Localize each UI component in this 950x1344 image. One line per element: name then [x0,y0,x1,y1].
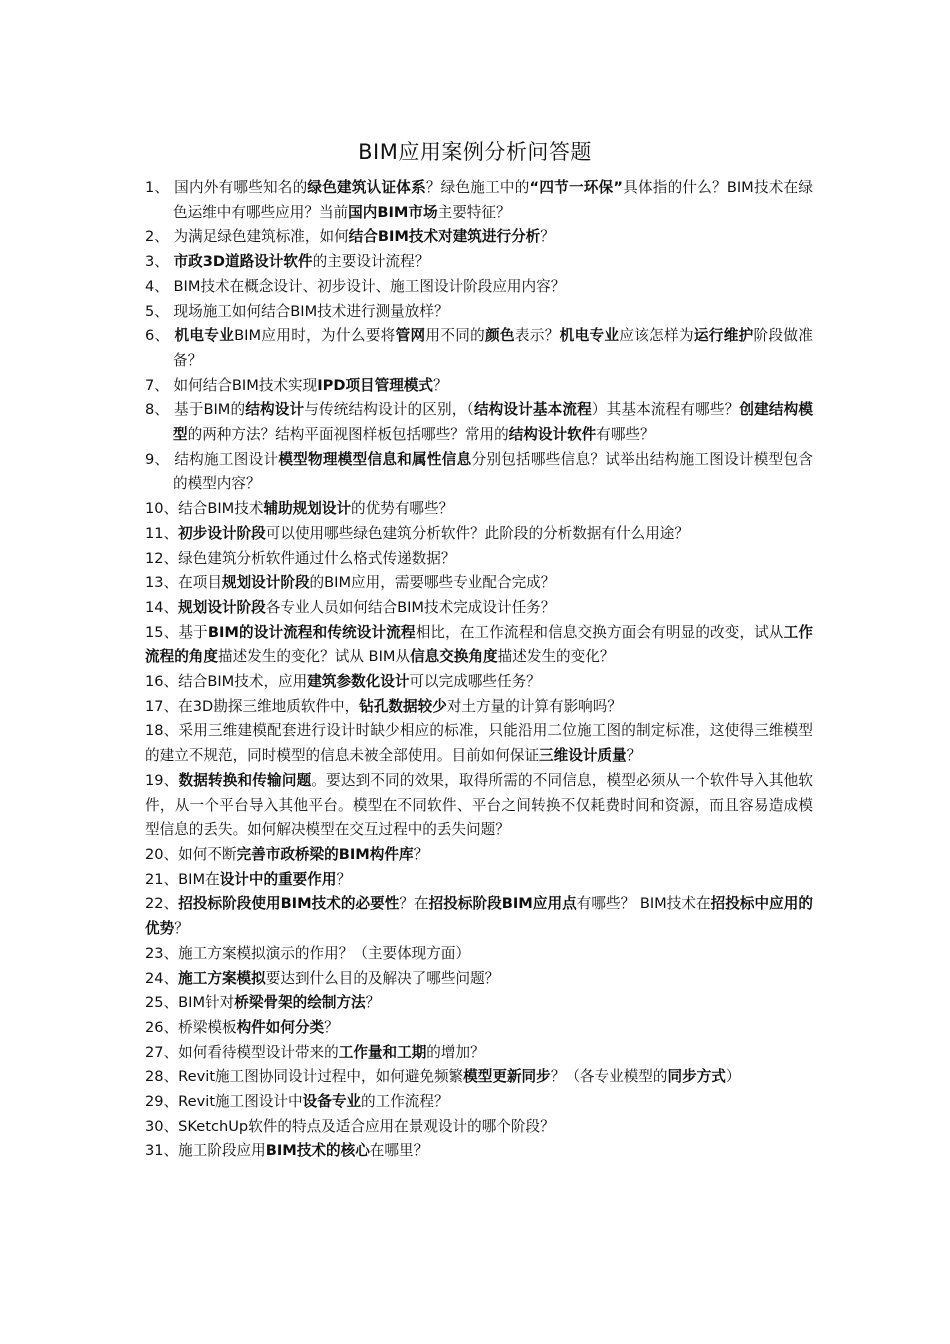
question-keyword: 辅助规划设计 [263,500,352,518]
question-number: 27、 [145,1043,179,1061]
question-number: 4、 [145,277,174,295]
question-number: 8、 [145,401,174,419]
question-keyword: 招投标阶段使用BIM技术的必要性 [178,895,400,913]
question-number: 28、 [145,1068,179,1086]
question-item [145,522,813,547]
question-text: 结构施工图设计 [174,450,279,468]
question-list [145,176,813,1164]
question-text: 结合BIM技术，应用 [178,673,308,691]
question-item [145,547,813,572]
question-number: 24、 [145,969,179,987]
question-number: 19、 [145,771,179,789]
question-number: 1、 [145,179,175,196]
question-text: 的工作流程？ [361,1093,449,1111]
question-keyword: 建筑参数化设计 [307,673,410,691]
question-item [145,324,813,373]
question-text: ？ [336,870,352,888]
question-keyword: 规划设计阶段 [178,598,266,616]
question-item [145,719,813,768]
question-item [145,621,813,670]
question-keyword: 市政3D道路设计软件 [173,253,313,271]
question-keyword: 构件如何分类 [236,1018,325,1036]
question-keyword: 国内BIM市场 [348,203,438,221]
question-number: 26、 [145,1018,179,1036]
question-item [145,275,813,300]
question-keyword: 完善市政桥梁的BIM构件库 [236,845,414,863]
question-keyword: 规划设计阶段 [221,574,310,592]
question-keyword: 工作流程的角度 [145,623,813,666]
question-keyword: 钻孔数据较少 [359,697,447,715]
question-text: 主要特征？ [437,203,511,221]
question-text: BIM针对 [178,994,235,1012]
question-item [145,1041,813,1066]
question-keyword: 机电专业 [174,327,235,345]
question-keyword: 颜色 [485,327,515,345]
question-text: 有哪些？ [596,426,655,444]
question-text: 如何不断 [178,845,237,863]
question-item [145,942,813,967]
question-text: 各专业人员如何结合BIM技术完成设计任务？ [265,598,556,616]
question-item [145,398,813,447]
question-item [145,225,813,250]
question-text: 如何结合BIM技术实现 [173,376,318,394]
question-keyword: 设计中的重要作用 [219,870,337,888]
question-text: ）其基本流程有哪些？ [591,401,740,419]
question-keyword: 模型更新同步 [463,1068,551,1086]
question-text: 施工方案模拟演示的作用？（主要体现方面） [178,944,471,962]
question-text: 应该怎样为 [619,327,694,345]
question-keyword: 结构设计 [245,401,305,419]
question-item [145,374,813,399]
page-title: BIM应用案例分析问答题 [358,140,592,164]
question-text: 在3D勘探三维地质软件中， [178,697,360,715]
question-keyword: 机电专业 [559,327,620,345]
question-keyword: BIM的设计流程和传统设计流程 [207,623,416,641]
question-keyword: 施工方案模拟 [178,969,266,987]
question-text: BIM在 [178,870,220,888]
question-number: 25、 [145,994,179,1012]
question-text: ？绿色施工中的 [425,179,530,196]
question-keyword: 工作量和工期 [338,1043,427,1061]
question-keyword: 招投标中应用的优势 [145,895,813,938]
question-keyword: 运行维护 [693,327,754,345]
question-keyword: BIM技术的核心 [265,1142,370,1160]
question-item [145,250,813,275]
question-number: 7、 [145,376,174,394]
question-item [145,571,813,596]
question-text: ？（各专业模型的 [550,1068,668,1086]
question-item [145,1139,813,1164]
question-item [145,497,813,522]
question-text: 基于 [178,623,208,641]
question-number: 31、 [145,1142,179,1160]
question-keyword: 同步方式 [667,1068,726,1086]
question-number: 18、 [145,722,179,740]
question-text: 用不同的 [425,327,486,345]
question-number: 16、 [145,673,179,691]
question-item [145,892,813,941]
question-keyword: “四节一环保” [529,179,623,196]
question-text: 的BIM应用，需要哪些专业配合完成？ [309,574,556,592]
question-number: 23、 [145,944,179,962]
question-item [145,448,813,497]
question-text: ） [725,1068,741,1086]
question-text: 与传统结构设计的区别，（ [304,401,474,419]
question-keyword: 招投标阶段BIM应用点 [428,895,577,913]
question-text: ？ [365,994,381,1012]
question-number: 15、 [145,623,179,641]
question-number: 6、 [145,327,175,345]
question-item [145,1065,813,1090]
question-number: 22、 [145,895,179,913]
question-text: Revit施工图协同设计过程中，如何避免频繁 [178,1068,464,1086]
question-keyword: 设备专业 [302,1093,362,1111]
question-text: 具体指的什么？BIM技术在绿色运维中有哪些应用？当前 [173,179,813,221]
question-text: 有哪些？ BIM技术在 [576,895,711,913]
question-text: ？在 [399,895,429,913]
question-text: 为满足绿色建筑标准，如何 [173,228,349,246]
question-number: 20、 [145,845,179,863]
question-keyword: 结合BIM技术对建筑进行分析 [348,228,541,246]
question-text: 对土方量的计算有影响吗？ [446,697,622,715]
question-text: 施工阶段应用 [178,1142,266,1160]
question-keyword: 结构设计基本流程 [473,401,592,419]
question-text: 描述发生的变化？试从 BIM从 [217,648,411,666]
question-text: 要达到什么目的及解决了哪些问题？ [265,969,500,987]
question-text: Revit施工图设计中 [178,1093,303,1111]
question-text: ？ [433,376,448,394]
question-keyword: IPD项目管理模式 [317,376,434,394]
question-text: 在项目 [178,574,222,592]
question-keyword: 结构设计软件 [508,426,597,444]
question-text: 现场施工如何结合BIM技术进行测量放样？ [173,302,449,320]
question-keyword: 绿色建筑认证体系 [307,179,426,196]
question-text: BIM应用时，为什么要将 [234,327,396,345]
question-text: ？ [324,1018,339,1036]
question-text: 的两种方法？结构平面视图样板包括哪些？常用的 [187,426,509,444]
question-number: 13、 [145,574,179,592]
question-number: 9、 [145,450,175,468]
question-text: 阶段做准备？ [173,327,813,369]
question-text: 。要达到不同的效果，取得所需的不同信息，模型必须从一个软件导入其他软件，从一个平台导入其他平台。模型在不同软件、平台之间转换不仅耗费时间和资源，而且容易造成模型信息的丢失。如何解决模型在交互过程中的丢失问题？ [145,771,813,839]
question-text: BIM技术在概念设计、初步设计、施工图设计阶段应用内容？ [173,277,566,295]
question-text: 桥梁模板 [178,1018,237,1036]
question-text: 的优势有哪些？ [351,500,454,518]
question-number: 10、 [145,500,179,518]
question-text: 可以使用哪些绿色建筑分析软件？此阶段的分析数据有什么用途？ [265,524,689,542]
question-item [145,967,813,992]
question-item [145,176,813,225]
question-item [145,843,813,868]
question-keyword: 数据转换和传输问题 [178,771,312,789]
question-number: 2、 [145,228,174,246]
question-number: 17、 [145,697,179,715]
question-item [145,1016,813,1041]
question-keyword: 管网 [395,327,426,345]
question-number: 11、 [145,524,179,542]
question-text: ？ [174,920,189,938]
question-item [145,991,813,1016]
question-text: 在哪里？ [369,1142,429,1160]
question-text: 分别包括哪些信息？试举出结构施工图设计模型包含的模型内容？ [173,450,813,493]
question-keyword: 信息交换角度 [410,648,498,666]
question-text: 的主要设计流程？ [312,253,430,271]
question-text: 相比，在工作流程和信息交换方面会有明显的改变，试从 [415,623,784,641]
question-number: 14、 [145,598,179,616]
question-text: 表示？ [514,327,560,345]
question-number: 29、 [145,1093,179,1111]
question-keyword: 三维设计质量 [539,747,627,765]
question-text: 可以完成哪些任务？ [409,673,541,691]
question-keyword: 桥梁骨架的绘制方法 [234,994,366,1012]
question-keyword: 创建结构模型 [173,401,813,444]
question-text: ？ [540,228,555,246]
question-text: SKetchUp软件的特点及适合应用在景观设计的哪个阶段？ [178,1117,555,1135]
question-item [145,769,813,843]
question-item [145,596,813,621]
question-text: 结合BIM技术 [178,500,264,518]
question-text: 描述发生的变化？ [497,648,615,666]
question-item [145,670,813,695]
question-keyword: 初步设计阶段 [178,524,266,542]
question-item [145,1115,813,1140]
question-number: 30、 [145,1117,179,1135]
question-item [145,300,813,325]
question-text: 国内外有哪些知名的 [174,179,308,196]
question-number: 12、 [145,549,179,567]
question-text: 如何看待模型设计带来的 [178,1043,339,1061]
question-item [145,695,813,720]
question-number: 3、 [145,253,174,271]
question-item [145,1090,813,1115]
question-number: 5、 [145,302,174,320]
question-text: 基于BIM的 [173,401,246,419]
question-text: ？ [626,747,642,765]
question-text: ？ [413,845,429,863]
question-text: 的增加？ [426,1043,485,1061]
question-number: 21、 [145,870,179,888]
question-text: 采用三维建模配套进行设计时缺少相应的标准，只能沿用二位施工图的制定标准，这使得三维模型的建立不规范，同时模型的信息未被全部使用。目前如何保证 [145,722,813,765]
question-item [145,868,813,893]
question-keyword: 模型物理模型信息和属性信息 [278,450,472,468]
question-text: 绿色建筑分析软件通过什么格式传递数据？ [178,549,456,567]
